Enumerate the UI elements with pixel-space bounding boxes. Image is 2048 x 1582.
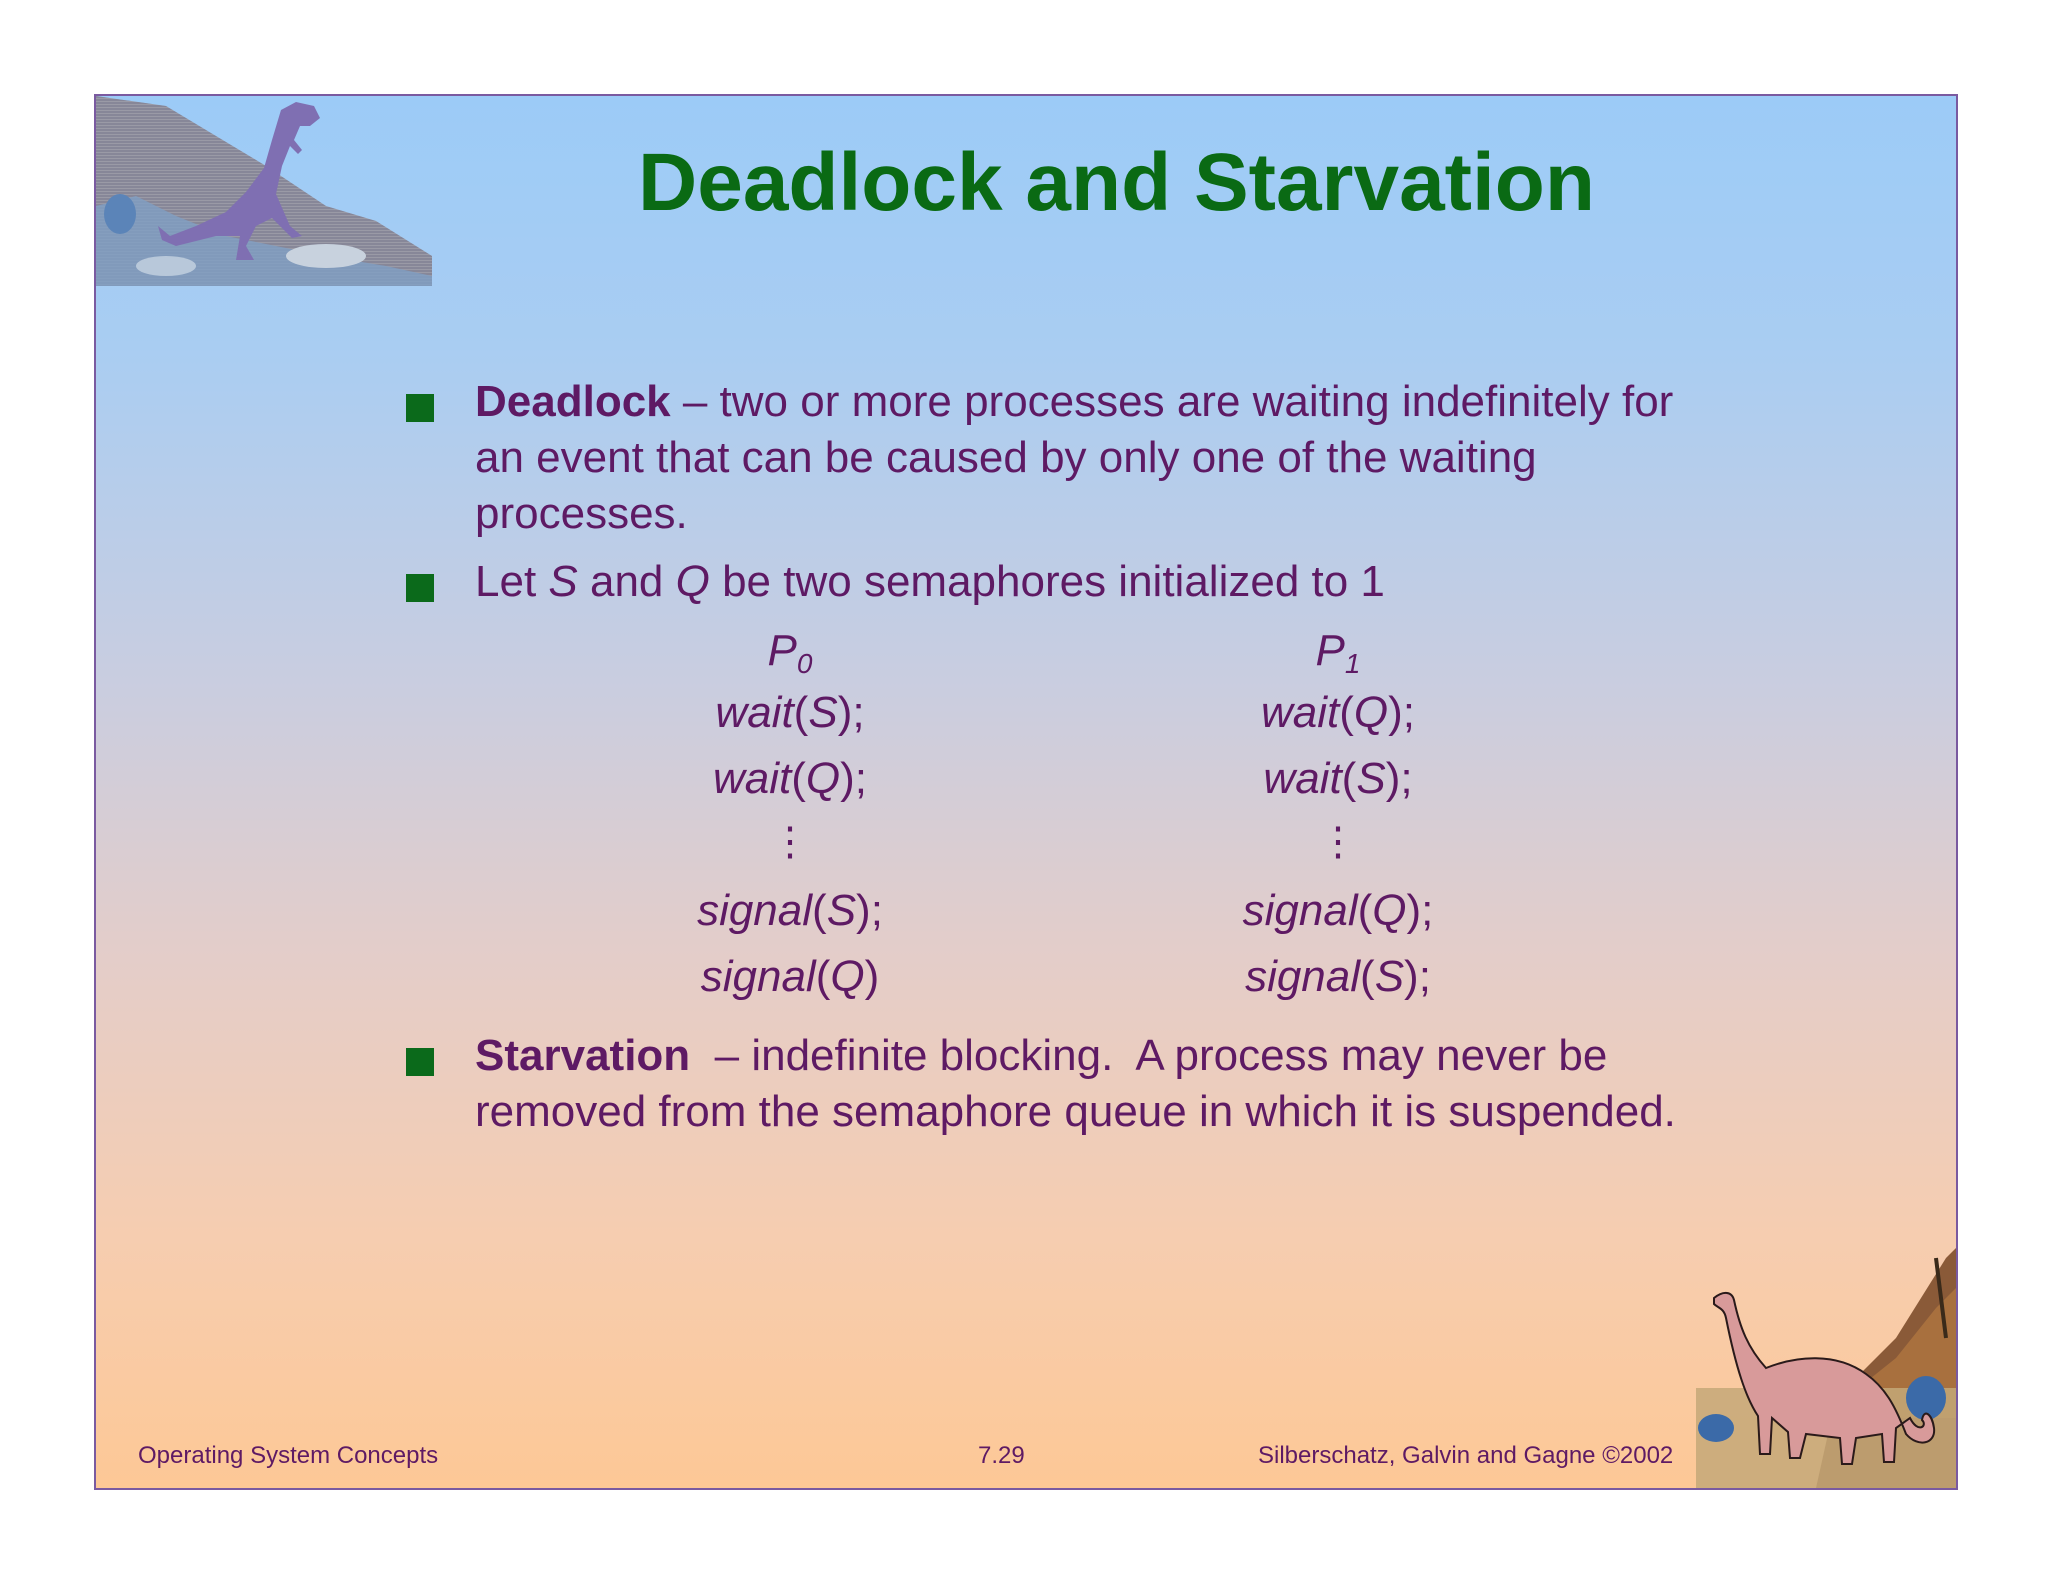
let-prefix: Let [475, 557, 549, 606]
p0-line2-arg: Q [805, 754, 841, 803]
p0-line4-end: ) [864, 952, 880, 1001]
p1-line1-end: ); [1388, 688, 1416, 737]
p1-line3-arg: Q [1372, 886, 1407, 935]
p1-line1-fn: wait [1260, 688, 1340, 737]
p1-ellipsis: ⋮ [1318, 820, 1358, 864]
p0-line3-arg: S [826, 886, 857, 935]
p1-line3-end: ); [1406, 886, 1434, 935]
footer-copyright: Silberschatz, Galvin and Gagne ©2002 [1258, 1442, 1674, 1469]
p1-line4-arg: S [1374, 952, 1405, 1001]
p0-line4-fn: signal [700, 952, 816, 1001]
p1-line1-arg: Q [1353, 688, 1389, 737]
slide-title [96, 136, 1956, 230]
p0-ellipsis: ⋮ [770, 820, 810, 864]
deadlock-line1: – two or more processes are waiting indefinitely for [670, 377, 1674, 426]
brontosaurus-dinosaur-icon [1696, 1248, 1956, 1488]
let-s: S [548, 557, 578, 606]
p1-line2-arg: S [1356, 754, 1386, 803]
starvation-line2: removed from the semaphore queue in which it is suspended. [475, 1087, 1676, 1136]
p1-line2-fn: wait [1263, 754, 1342, 803]
p1-line4-fn: signal [1245, 952, 1361, 1001]
slide [94, 94, 1958, 1490]
p0-line3-end: ); [856, 886, 883, 935]
p0-label: P [767, 626, 797, 675]
let-and: and [577, 557, 676, 606]
title-text: Deadlock and Starvation [638, 137, 1595, 228]
p1-label: P [1315, 626, 1345, 675]
deadlock-term: Deadlock [475, 377, 671, 426]
process-p0-column: $P_0$ wait(S); wait(Q); ⋮ signal(S); signal(Q) [697, 626, 883, 1001]
let-q: Q [675, 557, 710, 606]
p0-line2-fn: wait [712, 754, 792, 803]
deadlock-bullet [475, 374, 1875, 542]
starvation-line1: – indefinite blocking. A process may never be [690, 1031, 1608, 1080]
p0-line1-fn: wait [715, 688, 794, 737]
process-p1-column: $P_1$ wait(Q); wait(S); ⋮ signal(Q); signal(S); [1242, 626, 1434, 1001]
p0-line1-end: ); [837, 688, 865, 737]
p0-line2-end: ); [840, 754, 868, 803]
p0-line3-fn: signal [697, 886, 813, 935]
p1-sub: 1 [1344, 648, 1361, 679]
starvation-bullet [475, 1028, 1895, 1140]
bullet-square-icon [406, 574, 434, 602]
bullet-square-icon [406, 1048, 434, 1076]
starvation-term: Starvation [475, 1031, 691, 1080]
p0-line4-arg: Q [830, 952, 865, 1001]
footer-course: Operating System Concepts [138, 1442, 439, 1469]
let-suffix: be two semaphores initialized to 1 [709, 557, 1385, 606]
deadlock-line2: an event that can be caused by only one of the waiting [475, 433, 1537, 482]
bullet-square-icon [406, 394, 434, 422]
deadlock-line3: processes. [475, 489, 688, 538]
p1-line3-fn: signal [1242, 886, 1358, 935]
p0-sub: 0 [796, 648, 813, 679]
p0-line1-arg: S [808, 688, 838, 737]
p1-line4-end: ); [1404, 952, 1431, 1001]
footer-page-number: 7.29 [978, 1442, 1025, 1469]
p1-line2-end: ); [1385, 754, 1413, 803]
semaphore-bullet [475, 554, 1875, 610]
